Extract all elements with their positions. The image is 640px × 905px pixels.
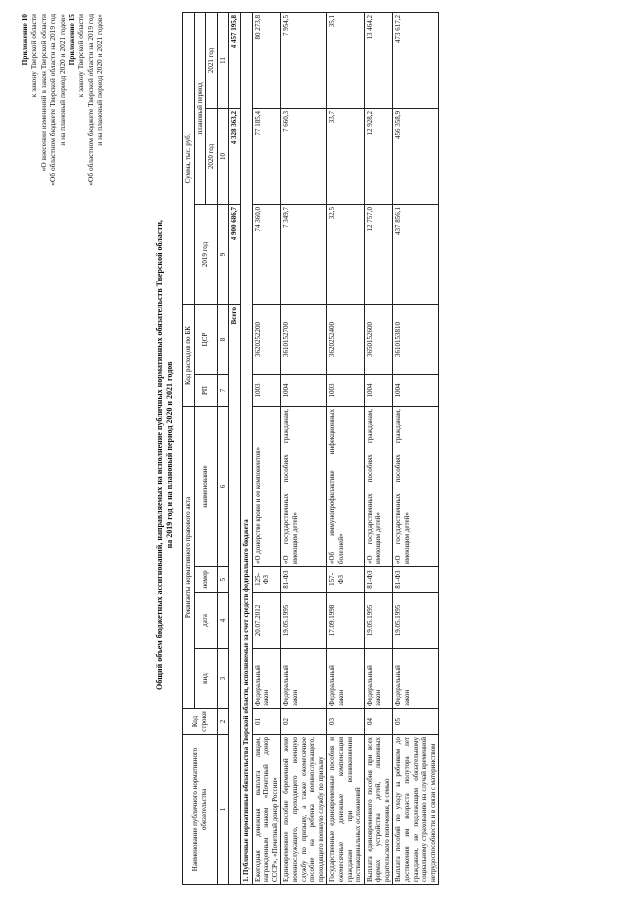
row-code: 05 [393,709,439,735]
amount-2021: 35,1 [327,12,364,108]
table-header-row [183,12,195,884]
column-number: 2 [217,709,229,735]
section-row [240,12,252,884]
header-line: «О внесении изменений в закон Тверской области [38,14,48,172]
column-number: 10 [217,108,229,204]
row-code: 01 [252,709,281,735]
amount-2020: 12 928,2 [364,108,393,204]
table-row [327,12,364,884]
column-number: 5 [217,567,229,593]
rp-code: 1003 [252,375,281,407]
act-title: «О государственных пособиях гражданам, имеющим детей» [393,407,439,567]
column-number: 7 [217,375,229,407]
obligation-name: Государственные единовременные пособия и ежемесячные денежные компенсации гражданам при возникновении поствакцинальных осложнений [327,735,364,885]
amount-2020: 33,7 [327,108,364,204]
act-kind: Федеральный закон [281,649,327,709]
obligation-name: Выплата пособий по уходу за ребенком до достижения им возраста полутора лет гражданам, не подлежащим обязательному социальному страхованию на случай временной нетрудоспособности и в связи с материнством [393,735,439,885]
total-2019: 4 900 686,7 [229,204,241,304]
act-kind: Федеральный закон [327,649,364,709]
row-code: 04 [364,709,393,735]
header-2021: 2021 год [206,12,218,108]
obligation-name: Ежегодная денежная выплата лицам, награжденным знаком «Почетный донор СССР», «Почетный донор России» [252,735,281,885]
total-label: Всего [229,304,241,884]
act-date: 19.05.1995 [364,593,393,649]
obligation-name: Выплата единовременного пособия при всех формах устройства детей, лишенных родительского попечения, в семью [364,735,393,885]
act-kind: Федеральный закон [364,649,393,709]
amount-2019: 7 349,7 [281,204,327,304]
header-sum: Сумма, тыс. руб. [183,12,195,304]
obligations-table [182,12,439,885]
column-number: 9 [217,204,229,304]
obligation-name: Единовременное пособие беременной жене военнослужащего, проходящего военную службу по призыву, а также ежемесячное пособие на ребенка военнослужащего, проходящего военную службу по призыву [281,735,327,885]
header-2020: 2020 год [206,108,218,204]
header-line: и на плановый период 2020 и 2021 годов» [57,14,67,146]
title-line-1: Общий объем бюджетных ассигнований, направляемых на исполнение публичных нормативных обязательств Тверской области, [155,220,164,690]
header-requisites: Реквизиты нормативного правового акта [183,407,195,709]
header-line: «Об областном бюджете Тверской области на 2019 год [48,14,58,186]
rp-code: 1004 [364,375,393,407]
amount-2019: 12 757,0 [364,204,393,304]
header-name: Наименование публичного нормативного обязательства [183,735,218,885]
header-number: номер [194,567,217,593]
act-number: 81-ФЗ [364,567,393,593]
header-2019: 2019 год [194,204,217,304]
column-number: 8 [217,304,229,374]
amount-2020: 77 185,4 [252,108,281,204]
header-plan: плановый период [194,12,206,204]
act-date: 19.05.1995 [393,593,439,649]
column-number: 11 [217,12,229,108]
rp-code: 1004 [281,375,327,407]
table-row [281,12,327,884]
header-line: «Об областном бюджете Тверской области на 2019 год [85,14,95,186]
csr-code: 3610152700 [281,304,327,374]
act-number: 81-ФЗ [393,567,439,593]
data-rows [252,12,439,884]
header-csr: ЦСР [194,304,217,374]
appendix-header [20,14,105,186]
amount-2020: 7 660,3 [281,108,327,204]
act-title: «О государственных пособиях гражданам, имеющим детей» [364,407,393,567]
table-row [252,12,281,884]
section-title: 1. Публичные нормативные обязательства Тверской области, исполняемые за счет средств федерального бюджета [240,12,252,884]
act-date: 20.07.2012 [252,593,281,649]
act-date: 19.05.1995 [281,593,327,649]
column-number: 1 [217,735,229,885]
header-title: наименование [194,407,217,567]
csr-code: 3620252400 [327,304,364,374]
row-code: 03 [327,709,364,735]
amount-2021: 7 954,5 [281,12,327,108]
act-kind: Федеральный закон [393,649,439,709]
column-number: 4 [217,593,229,649]
act-date: 17.09.1998 [327,593,364,649]
act-title: «О государственных пособиях гражданам, имеющим детей» [281,407,327,567]
row-code: 02 [281,709,327,735]
amount-2019: 74 360,0 [252,204,281,304]
header-line: и на плановый период 2020 и 2021 годов» [95,14,105,146]
column-number-row [217,12,229,884]
act-title: «О донорстве крови и ее компонентов» [252,407,281,567]
header-rp: РП [194,375,217,407]
header-line: Приложение 15 [67,14,77,66]
table-row [364,12,393,884]
total-2021: 4 457 195,8 [229,12,241,108]
amount-2021: 80 273,8 [252,12,281,108]
amount-2019: 437 856,1 [393,204,439,304]
rp-code: 1003 [327,375,364,407]
header-line: к закону Тверской области [29,14,39,98]
header-line: к закону Тверской области [76,14,86,98]
csr-code: 3610153810 [393,304,439,374]
header-code: Код строки [183,709,218,735]
act-kind: Федеральный закон [252,649,281,709]
table-row [393,12,439,884]
act-number: 157-ФЗ [327,567,364,593]
amount-2021: 473 617,2 [393,12,439,108]
amount-2020: 456 358,9 [393,108,439,204]
amount-2019: 32,5 [327,204,364,304]
column-number: 3 [217,649,229,709]
total-row [229,12,241,884]
csr-code: 3650152600 [364,304,393,374]
header-line: Приложение 10 [20,14,29,66]
csr-code: 3620252200 [252,304,281,374]
header-kind: вид [194,649,217,709]
amount-2021: 13 464,2 [364,12,393,108]
column-number: 6 [217,407,229,567]
total-2020: 4 328 363,2 [229,108,241,204]
title-line-2: на 2019 год и на плановый период 2020 и 2021 годов [165,361,174,549]
act-title: «Об иммунопрофилактике инфекционных болезней» [327,407,364,567]
rp-code: 1004 [393,375,439,407]
act-number: 125-ФЗ [252,567,281,593]
document-title [155,145,175,765]
header-bk: Код расходов по БК [183,304,195,406]
header-date: дата [194,593,217,649]
act-number: 81-ФЗ [281,567,327,593]
